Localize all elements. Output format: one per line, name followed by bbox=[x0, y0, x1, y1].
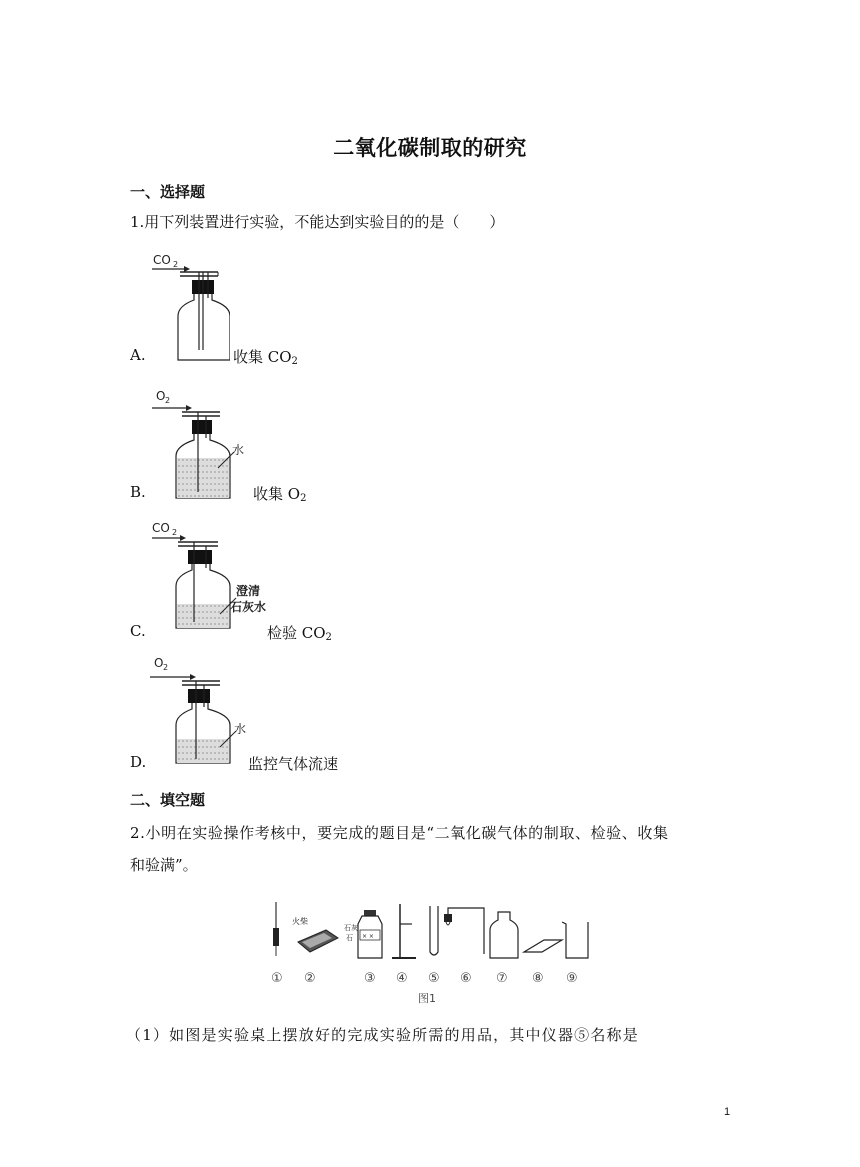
page-number: 1 bbox=[724, 1106, 731, 1118]
svg-text:× ×: × × bbox=[362, 933, 374, 940]
section-heading-fill: 二、填空题 bbox=[130, 791, 206, 809]
svg-text:澄清: 澄清 bbox=[236, 584, 261, 598]
section-heading-choice: 一、选择题 bbox=[130, 183, 206, 201]
option-d-text: 监控气体流速 bbox=[248, 755, 339, 773]
matchbox-icon bbox=[292, 916, 338, 952]
question-2-stem-line1: 2.小明在实验操作考核中，要完成的题目是“二氧化碳气体的制取、检验、收集 bbox=[130, 824, 669, 842]
option-a-text: 收集 $CO_2$ bbox=[233, 348, 298, 367]
svg-text:2: 2 bbox=[173, 260, 179, 269]
svg-text:石: 石 bbox=[346, 934, 353, 942]
beaker-icon bbox=[562, 922, 588, 958]
page-title: 二氧化碳制取的研究 bbox=[333, 136, 527, 160]
option-d-apparatus-figure bbox=[150, 655, 250, 767]
item-number-6: ⑥ bbox=[460, 971, 472, 986]
option-d-letter: D. bbox=[130, 753, 147, 771]
option-a-letter: A. bbox=[130, 346, 146, 364]
test-tube-icon bbox=[430, 906, 438, 955]
item-number-9: ⑨ bbox=[566, 971, 578, 986]
option-b-letter: B. bbox=[130, 483, 146, 501]
svg-text:水: 水 bbox=[232, 443, 245, 457]
reagent-bottle-icon bbox=[344, 910, 382, 958]
option-b-text: 收集 $O_2$ bbox=[253, 485, 307, 504]
item-number-2: ② bbox=[304, 971, 316, 986]
item-number-3: ③ bbox=[364, 971, 376, 986]
equipment-figure bbox=[262, 894, 592, 1006]
question-2-stem-line2: 和验满”。 bbox=[130, 856, 198, 874]
svg-text:2: 2 bbox=[163, 663, 169, 672]
option-b-apparatus-figure bbox=[150, 388, 250, 500]
item-number-8: ⑧ bbox=[532, 971, 544, 986]
question-2-subquestion-1: （1）如图是实验桌上摆放好的完成实验所需的用品，其中仪器⑤名称是 bbox=[126, 1026, 639, 1044]
svg-text:石灰: 石灰 bbox=[344, 924, 358, 932]
svg-text:石灰水: 石灰水 bbox=[230, 600, 267, 614]
question-1-stem: 1.用下列装置进行实验，不能达到实验目的的是（ ） bbox=[130, 213, 505, 231]
gas-bottle-icon bbox=[490, 912, 518, 958]
item-number-1: ① bbox=[271, 971, 283, 986]
svg-text:CO: CO bbox=[152, 521, 170, 535]
option-c-apparatus-figure bbox=[150, 518, 280, 632]
svg-text:水: 水 bbox=[234, 722, 247, 736]
dropper-icon bbox=[273, 902, 279, 956]
option-c-text: 检验 $CO_2$ bbox=[267, 624, 332, 643]
iron-stand-icon bbox=[392, 904, 416, 958]
gas-label: CO bbox=[153, 253, 171, 267]
svg-text:O: O bbox=[156, 389, 166, 403]
option-c-letter: C. bbox=[130, 622, 146, 640]
svg-text:2: 2 bbox=[165, 396, 171, 405]
option-a-apparatus-figure bbox=[150, 250, 230, 362]
item-number-4: ④ bbox=[396, 971, 408, 986]
stopper-tube-icon bbox=[444, 908, 484, 954]
svg-text:O: O bbox=[154, 656, 164, 670]
figure-caption: 图1 bbox=[418, 992, 436, 1005]
item-number-7: ⑦ bbox=[496, 971, 508, 986]
svg-text:火柴: 火柴 bbox=[292, 917, 308, 926]
glass-plate-icon bbox=[524, 940, 562, 952]
item-number-5: ⑤ bbox=[428, 971, 440, 986]
svg-text:2: 2 bbox=[172, 528, 178, 537]
